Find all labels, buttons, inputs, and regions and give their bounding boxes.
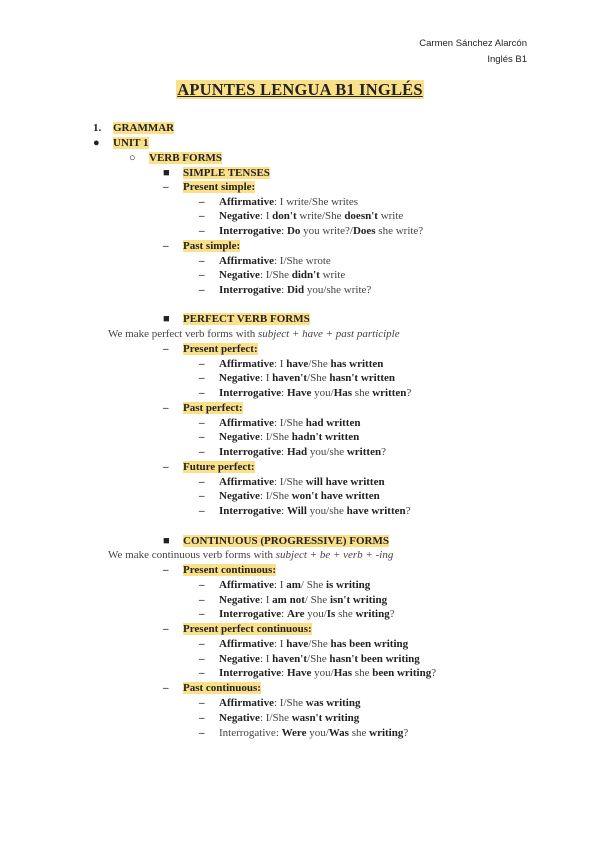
past-continuous-negative: – Negative: I/She wasn't writing [199, 712, 360, 724]
verb-forms-heading: ○ VERB FORMS [129, 152, 223, 164]
continuous-forms-heading: ■ CONTINUOUS (PROGRESSIVE) FORMS [163, 535, 389, 547]
grammar-heading: 1. GRAMMAR [93, 122, 175, 134]
simple-tenses-heading: ■ SIMPLE TENSES [163, 167, 270, 179]
present-continuous-label: – Present continuous: [163, 564, 276, 576]
past-perfect-label: – Past perfect: [163, 402, 243, 414]
unit-heading: ● UNIT 1 [93, 137, 149, 149]
past-perfect-negative: – Negative: I/She hadn't written [199, 431, 360, 443]
perfect-forms-intro: We make perfect verb forms with subject + have + past participle [108, 328, 400, 340]
author-header [419, 36, 527, 68]
future-perfect-label: – Future perfect: [163, 461, 255, 473]
past-simple-interrogative: – Interrogative: Did you/she write? [199, 284, 372, 296]
present-perfect-affirmative: – Affirmative: I have/She has written [199, 358, 384, 370]
past-perfect-interrogative: – Interrogative: Had you/she written? [199, 446, 386, 458]
present-simple-interrogative: – Interrogative: Do you write?/Does she write? [199, 225, 424, 237]
continuous-forms-intro: We make continuous verb forms with subject + be + verb + -ing [108, 549, 394, 561]
past-perfect-affirmative: – Affirmative: I/She had written [199, 417, 361, 429]
present-perfect-negative: – Negative: I haven't/She hasn't written [199, 372, 396, 384]
present-perfect-continuous-label: – Present perfect continuous: [163, 623, 312, 635]
document-title [0, 80, 600, 100]
present-continuous-negative: – Negative: I am not/ She isn't writing [199, 594, 388, 606]
present-continuous-interrogative: – Interrogative: Are you/Is she writing? [199, 608, 395, 620]
course-name: Inglés B1 [487, 54, 527, 65]
document-title-text: APUNTES LENGUA B1 INGLÉS [177, 80, 423, 99]
present-perfect-label: – Present perfect: [163, 343, 258, 355]
present-perfect-continuous-affirmative: – Affirmative: I have/She has been writing [199, 638, 409, 650]
present-simple-negative: – Negative: I don't write/She doesn't write [199, 210, 404, 222]
past-continuous-label: – Past continuous: [163, 682, 261, 694]
future-perfect-negative: – Negative: I/She won't have written [199, 490, 380, 502]
future-perfect-interrogative: – Interrogative: Will you/she have written? [199, 505, 411, 517]
present-simple-affirmative: – Affirmative: I write/She writes [199, 196, 358, 208]
past-continuous-affirmative: – Affirmative: I/She was writing [199, 697, 361, 709]
past-continuous-interrogative: – Interrogative: Were you/Was she writing? [199, 727, 409, 739]
present-continuous-affirmative: – Affirmative: I am/ She is writing [199, 579, 371, 591]
present-simple-label: – Present simple: [163, 181, 256, 193]
present-perfect-interrogative: – Interrogative: Have you/Has she written? [199, 387, 412, 399]
present-perfect-continuous-interrogative: – Interrogative: Have you/Has she been writing? [199, 667, 437, 679]
author-name: Carmen Sánchez Alarcón [419, 38, 527, 49]
perfect-forms-heading: ■ PERFECT VERB FORMS [163, 313, 310, 325]
past-simple-negative: – Negative: I/She didn't write [199, 269, 346, 281]
past-simple-affirmative: – Affirmative: I/She wrote [199, 255, 331, 267]
past-simple-label: – Past simple: [163, 240, 241, 252]
future-perfect-affirmative: – Affirmative: I/She will have written [199, 476, 385, 488]
present-perfect-continuous-negative: – Negative: I haven't/She hasn't been writing [199, 653, 420, 665]
